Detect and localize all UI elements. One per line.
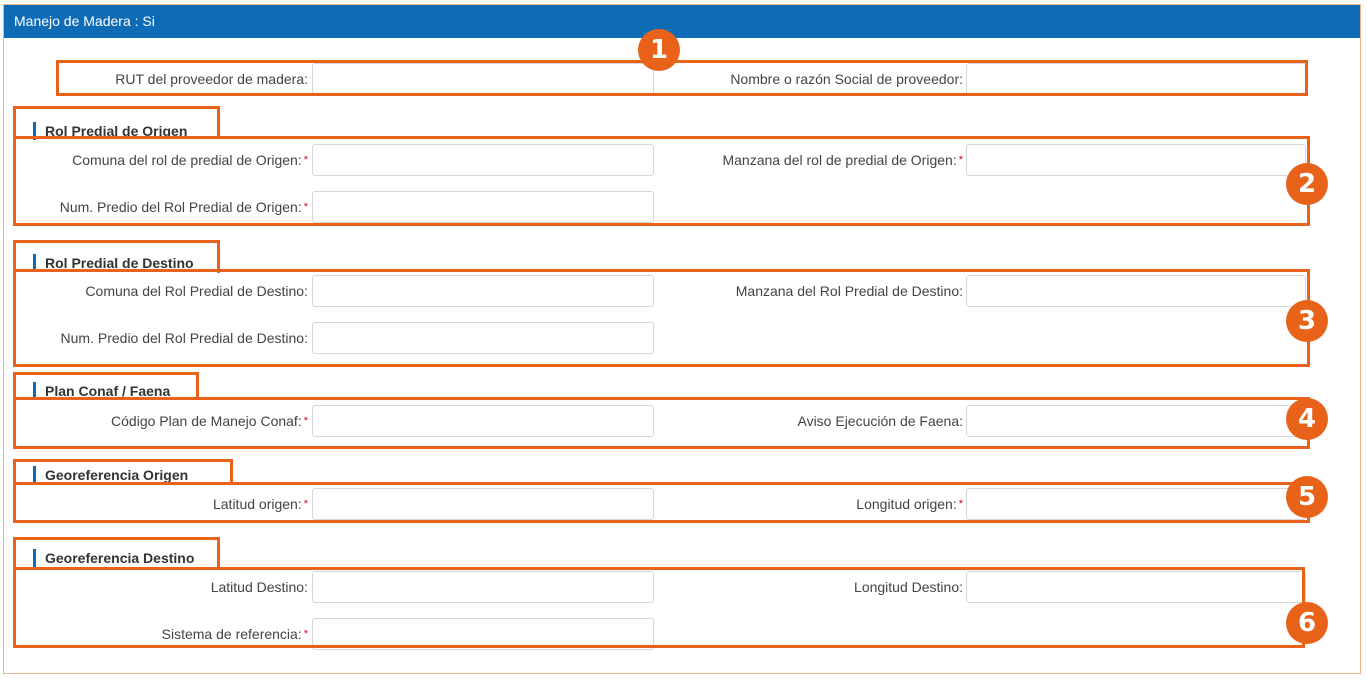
predio-destino-input[interactable] — [312, 322, 654, 354]
rut-proveedor-label: RUT del proveedor de madera: — [115, 71, 308, 87]
annotation-badge-1: 1 — [638, 29, 680, 71]
latitud-origen-label: Latitud origen: * — [212, 496, 308, 512]
annotation-badge-4: 4 — [1286, 398, 1328, 440]
comuna-destino-input[interactable] — [312, 275, 654, 307]
aviso-faena-input[interactable] — [966, 405, 1306, 437]
section-title-rol-origen: Rol Predial de Origen — [33, 121, 187, 141]
section-title-geo-origen: Georeferencia Origen — [33, 465, 188, 485]
codigo-plan-input[interactable] — [312, 405, 654, 437]
section-title-rol-destino: Rol Predial de Destino — [33, 253, 194, 273]
annotation-badge-3: 3 — [1286, 300, 1328, 342]
sistema-referencia-label: Sistema de referencia: * — [161, 626, 308, 642]
nombre-proveedor-label: Nombre o razón Social de proveedor: — [730, 71, 963, 87]
sistema-referencia-input[interactable] — [312, 618, 654, 650]
manzana-destino-label: Manzana del Rol Predial de Destino: — [735, 283, 963, 299]
section-title-plan-conaf: Plan Conaf / Faena — [33, 381, 170, 401]
predio-destino-label: Num. Predio del Rol Predial de Destino: — [60, 330, 308, 346]
comuna-origen-label: Comuna del rol de predial de Origen: * — [72, 152, 308, 168]
annotation-badge-5: 5 — [1286, 476, 1328, 518]
panel-header: Manejo de Madera : Si — [4, 5, 1360, 38]
aviso-faena-label: Aviso Ejecución de Faena: — [797, 413, 963, 429]
longitud-origen-label: Longitud origen: * — [856, 496, 963, 512]
annotation-badge-2: 2 — [1286, 163, 1328, 205]
predio-origen-label: Num. Predio del Rol Predial de Origen: * — [59, 199, 308, 215]
codigo-plan-label: Código Plan de Manejo Conaf: * — [111, 413, 308, 429]
latitud-destino-label: Latitud Destino: — [210, 579, 308, 595]
latitud-destino-input[interactable] — [312, 571, 654, 603]
rut-proveedor-input[interactable] — [312, 63, 654, 95]
section-title-geo-destino: Georeferencia Destino — [33, 548, 194, 568]
longitud-origen-input[interactable] — [966, 488, 1306, 520]
comuna-destino-label: Comuna del Rol Predial de Destino: — [85, 283, 308, 299]
comuna-origen-input[interactable] — [312, 144, 654, 176]
latitud-origen-input[interactable] — [312, 488, 654, 520]
longitud-destino-input[interactable] — [966, 571, 1306, 603]
annotation-badge-6: 6 — [1286, 602, 1328, 644]
longitud-destino-label: Longitud Destino: — [854, 579, 963, 595]
manzana-destino-input[interactable] — [966, 275, 1306, 307]
manzana-origen-input[interactable] — [966, 144, 1306, 176]
nombre-proveedor-input[interactable] — [966, 63, 1306, 95]
predio-origen-input[interactable] — [312, 191, 654, 223]
manzana-origen-label: Manzana del rol de predial de Origen: * — [722, 152, 963, 168]
